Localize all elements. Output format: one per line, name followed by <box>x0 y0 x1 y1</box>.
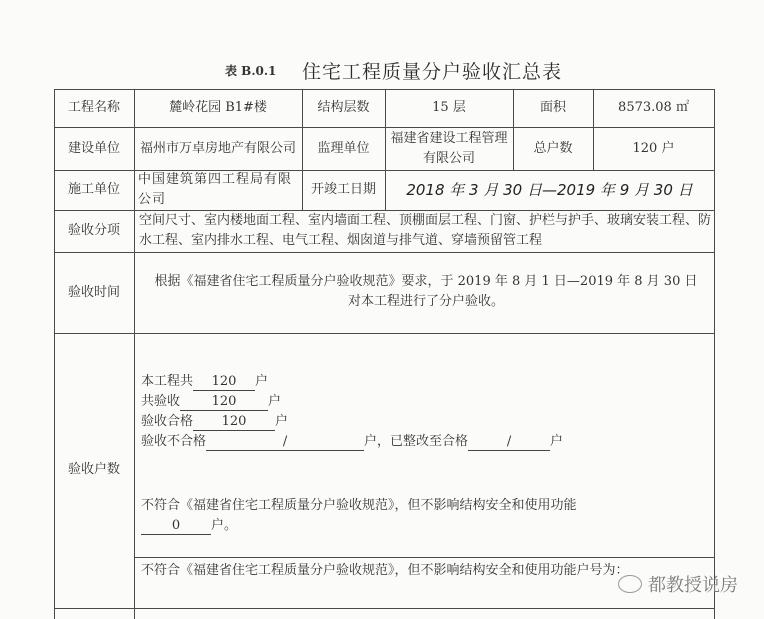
label-supervisor: 监理单位 <box>317 140 370 156</box>
accept-time-text <box>140 272 712 312</box>
failed-prefix: 验收不合格 <box>141 434 207 449</box>
label-project-name: 工程名称 <box>67 100 120 115</box>
accept-count-block <box>141 372 711 452</box>
nonconform-ids-text: 不符合《福建省住宅工程质量分户验收规范》，但不影响结构安全和使用功能户号为： <box>141 563 629 578</box>
wechat-icon <box>618 575 642 593</box>
value-supervisor: 福建省建设工程管理有限公司 <box>390 130 508 166</box>
label-builder: 建设单位 <box>67 140 120 156</box>
label-households-total: 总户数 <box>533 140 573 156</box>
table-number: 表 B.0.1 <box>225 64 277 78</box>
watermark-text: 都教授说房 <box>648 575 738 596</box>
accepted-value: 120 <box>180 394 268 411</box>
passed-prefix: 验收合格 <box>141 414 194 429</box>
unit: 户 <box>268 394 282 409</box>
document-header <box>0 57 764 83</box>
nonconform-unit: 户。 <box>211 518 238 533</box>
total-value: 120 <box>193 374 255 391</box>
accept-time-line1: 根据《福建省住宅工程质量分户验收规范》要求，于 2019 年 8 月 1 日—2019 年 8 月 30 日 <box>154 274 698 289</box>
label-area: 面积 <box>539 100 566 115</box>
nonconform-text: 不符合《福建省住宅工程质量分户验收规范》，但不影响结构安全和使用功能 <box>141 498 577 513</box>
watermark <box>618 571 738 597</box>
label-floors: 结构层数 <box>317 100 370 115</box>
nonconform-block <box>141 496 711 536</box>
nonconform-value: 0 <box>141 518 211 535</box>
label-dates: 开竣工日期 <box>310 182 376 197</box>
value-area: 8573.08 ㎡ <box>618 100 689 115</box>
value-floors: 15 层 <box>432 100 466 115</box>
value-dates: 2018 年 3 月 30 日—2019 年 9 月 30 日 <box>406 181 693 199</box>
passed-value: 120 <box>193 414 275 431</box>
unit: 户 <box>275 414 289 429</box>
fixed-mid: 户，已整改至合格 <box>364 434 469 449</box>
fixed-value: / <box>468 434 550 451</box>
value-builder: 福州市万卓房地产有限公司 <box>139 140 296 156</box>
unit: 户 <box>255 374 269 389</box>
document-title: 住宅工程质量分户验收汇总表 <box>302 61 563 83</box>
label-items: 验收分项 <box>67 223 120 238</box>
total-prefix: 本工程共 <box>141 374 194 389</box>
value-constructor: 中国建筑第四工程局有限公司 <box>138 172 293 207</box>
accept-time-line2: 对本工程进行了分户验收。 <box>347 294 504 309</box>
failed-value: / <box>206 434 364 451</box>
value-households-total: 120 户 <box>632 140 675 156</box>
label-accept-count: 验收户数 <box>67 462 120 477</box>
label-constructor: 施工单位 <box>67 182 120 197</box>
label-accept-time: 验收时间 <box>67 284 120 300</box>
accepted-prefix: 共验收 <box>141 394 181 409</box>
value-items: 空间尺寸、室内楼地面工程、室内墙面工程、顶棚面层工程、门窗、护栏与护手、玻璃安装工程、防水工程、室内排水工程、电气工程、烟囱道与排气道、穿墙预留管工程 <box>139 213 712 248</box>
value-project-name: 麓岭花园 B1#楼 <box>169 100 267 115</box>
unit: 户 <box>550 434 564 449</box>
